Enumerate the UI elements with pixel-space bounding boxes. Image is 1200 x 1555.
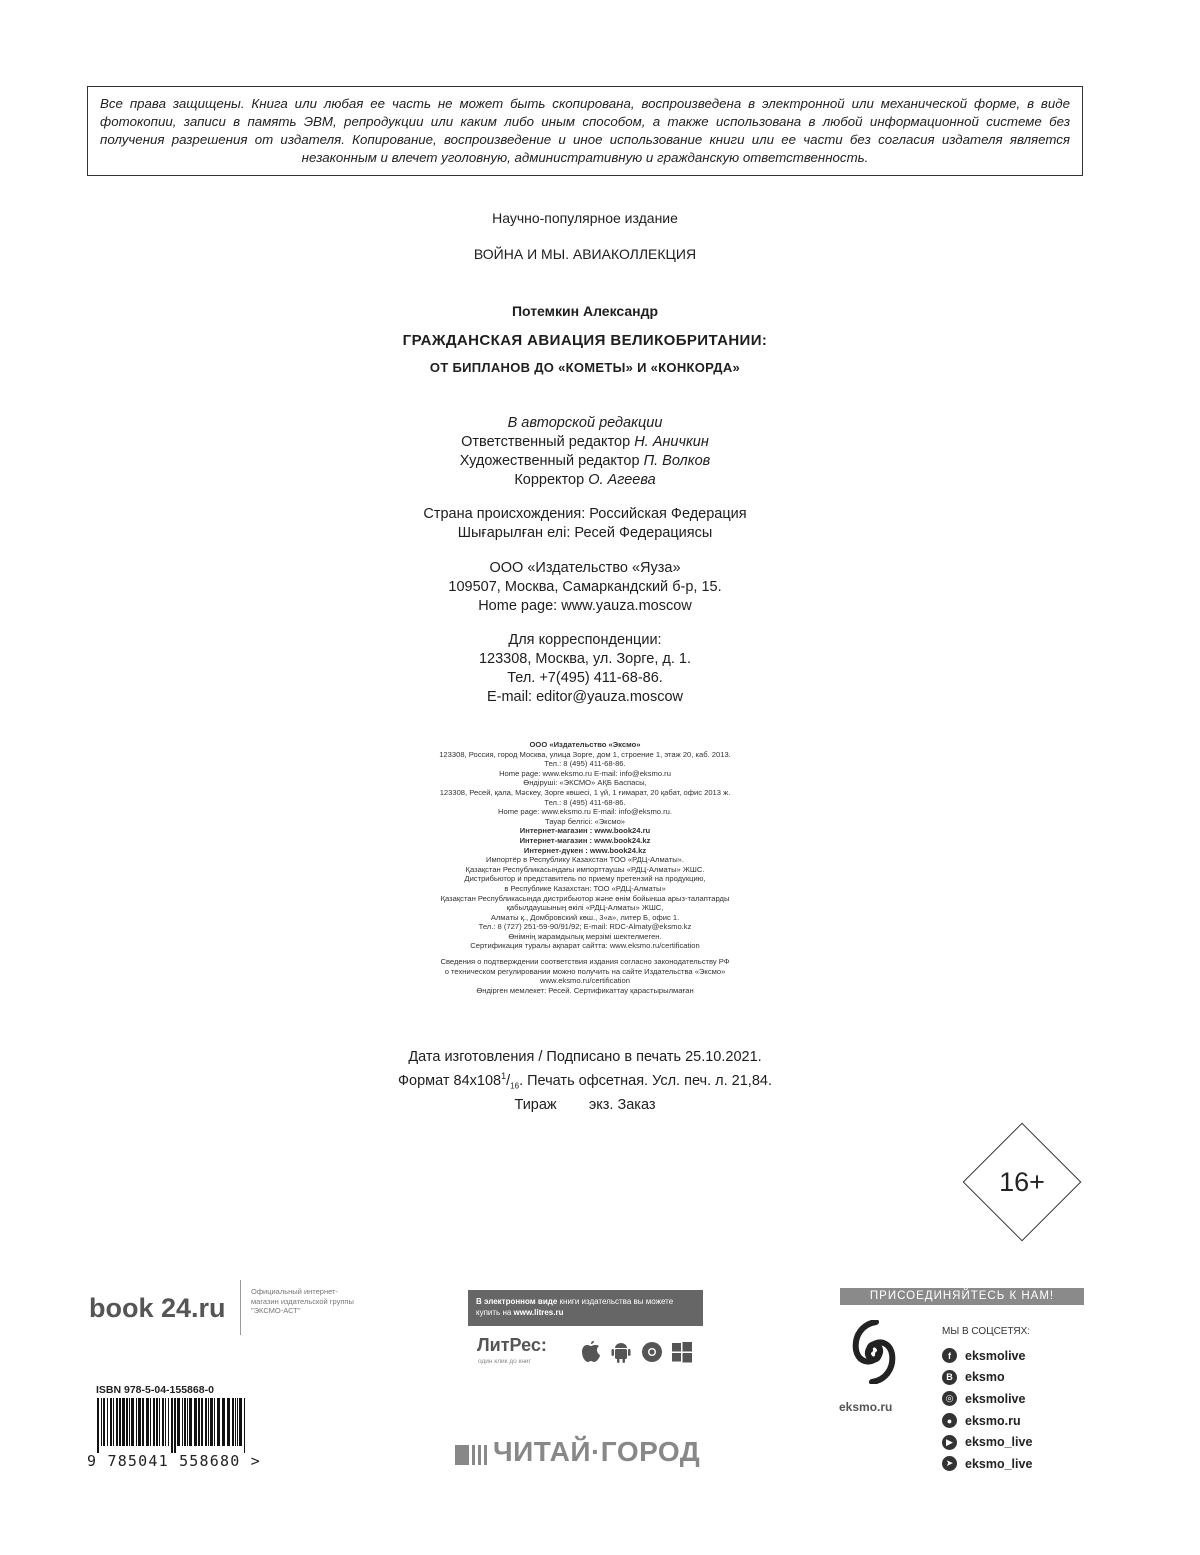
barcode-bar bbox=[177, 1398, 180, 1446]
apple-icon bbox=[580, 1340, 602, 1364]
barcode-bar bbox=[205, 1398, 207, 1446]
barcode-bar bbox=[227, 1398, 230, 1446]
barcode-bar bbox=[244, 1398, 245, 1453]
barcode-bar bbox=[237, 1398, 238, 1446]
chrome-icon bbox=[641, 1340, 663, 1364]
barcode-bar bbox=[159, 1398, 160, 1446]
barcode-bar bbox=[156, 1398, 158, 1446]
origin-kz: Шығарылған елі: Ресей Федерациясы bbox=[457, 525, 713, 541]
imprint-line: 123308, Ресей, қала, Мәскеу, Зорге көшесі, 1 үй, 1 ғимарат, 20 қабат, офис 2013 ж. bbox=[439, 787, 731, 797]
barcode-bar bbox=[146, 1398, 149, 1446]
imprint-line: ООО «Издательство «Эксмо» bbox=[529, 740, 641, 749]
imprint-line: 123308, Россия, город Москва, улица Зорге, дом 1, строение 1, этаж 20, каб. 2013. bbox=[439, 749, 731, 759]
chitai-gorod-mark-icon bbox=[455, 1443, 491, 1467]
imprint-line: www.eksmo.ru/certification bbox=[540, 976, 630, 986]
vk-icon: В bbox=[942, 1370, 957, 1385]
barcode-bar bbox=[138, 1398, 141, 1446]
barcode-bar bbox=[174, 1398, 176, 1453]
barcode-bar bbox=[235, 1398, 236, 1446]
social-list bbox=[942, 1345, 1032, 1475]
barcode-bar bbox=[171, 1398, 173, 1453]
art-editor: Художественный редактор П. Волков bbox=[459, 453, 711, 469]
barcode-bar bbox=[184, 1398, 186, 1446]
book24-divider bbox=[240, 1280, 241, 1335]
barcode-bar bbox=[187, 1398, 188, 1446]
eksmo-site-label: eksmo.ru bbox=[839, 1400, 893, 1414]
imprint-line: Home page: www.eksmo.ru E-mail: info@eksmo.ru. bbox=[498, 807, 672, 817]
imprint-line: Алматы қ., Домбровский көш., 3«а», литер Б, офис 1. bbox=[490, 912, 680, 922]
eksmo-imprint-block bbox=[0, 740, 1170, 995]
barcode-bar bbox=[113, 1398, 114, 1446]
book-title: ГРАЖДАНСКАЯ АВИАЦИЯ ВЕЛИКОБРИТАНИИ: bbox=[402, 332, 768, 349]
social-label: eksmo_live bbox=[965, 1456, 1033, 1471]
copyright-notice: Все права защищены. Книга или любая ее часть не может быть скопирована, воспроизведена в электронной или механической форме, в виде фотокопии, записи в память ЭВМ, репродукции или каким либо иным способом, а также использована в любой информационной системе без получения разрешения от издателя. Копирование, воспроизведение и иное использование книги или ее части без согласия издателя является незаконным и влечет уголовную, административную и гражданскую ответственность. bbox=[87, 86, 1083, 176]
publisher-name: ООО «Издательство «Яуза» bbox=[489, 560, 681, 576]
correspondence-block bbox=[0, 631, 1170, 707]
imprint-line: Қазақстан Республикасында дистрибьютор және өнім бойынша арыз-талаптарды bbox=[440, 893, 730, 903]
social-label: eksmo_live bbox=[965, 1435, 1033, 1450]
book-subtitle: ОТ БИПЛАНОВ ДО «КОМЕТЫ» И «КОНКОРДА» bbox=[429, 360, 741, 375]
print-run: Тираж экз. Заказ bbox=[514, 1096, 656, 1113]
publisher-homepage: Home page: www.yauza.moscow bbox=[478, 598, 692, 614]
barcode-bar bbox=[217, 1398, 220, 1446]
social-item[interactable] bbox=[942, 1431, 1032, 1453]
barcode-number: 9 785041 558680 > bbox=[87, 1452, 261, 1470]
barcode-bar bbox=[103, 1398, 105, 1446]
imprint-line: Интернет-дүкен : www.book24.kz bbox=[523, 845, 647, 855]
editors-block bbox=[0, 414, 1170, 490]
imprint-line: Өндірген мемлекет: Ресей. Сертификаттау қарастырылмаған bbox=[476, 985, 694, 995]
barcode-bar bbox=[150, 1398, 151, 1446]
barcode-bar bbox=[162, 1398, 164, 1446]
barcode-bar bbox=[97, 1398, 99, 1453]
barcode-bar bbox=[107, 1398, 108, 1446]
imprint-line: Сведения о подтверждении соответствия издания согласно законодательству РФ bbox=[440, 957, 730, 967]
barcode-bar bbox=[201, 1398, 203, 1446]
correspondence-email: E-mail: editor@yauza.moscow bbox=[486, 689, 684, 705]
imprint-line: Импортёр в Республику Казахстан ТОО «РДЦ-Алматы». bbox=[485, 855, 684, 865]
social-heading: МЫ В СОЦСЕТЯХ: bbox=[942, 1326, 1031, 1337]
publisher-block bbox=[0, 559, 1170, 616]
litres-banner: В электронном виде книги издательства вы можете купить на www.litres.ru bbox=[468, 1290, 703, 1326]
imprint-line: Тел.: 8 (495) 411-68-86. bbox=[544, 797, 626, 807]
age-rating: 16+ bbox=[999, 1166, 1045, 1197]
barcode-bar bbox=[129, 1398, 130, 1446]
print-date: Дата изготовления / Подписано в печать 25.10.2021. bbox=[408, 1049, 762, 1065]
litres-tagline: один клик до книг bbox=[478, 1358, 531, 1365]
imprint-line: қабылдаушының өкілі «РДЦ-Алматы» ЖШС, bbox=[506, 903, 664, 913]
responsible-editor: Ответственный редактор Н. Аничкин bbox=[461, 434, 709, 450]
social-item[interactable] bbox=[942, 1345, 1032, 1367]
book24-note: Официальный интернет-магазин издательской группы "ЭКСМО-АСТ" bbox=[251, 1287, 354, 1315]
ok-icon: ● bbox=[942, 1413, 957, 1428]
android-icon bbox=[610, 1340, 632, 1364]
social-item[interactable] bbox=[942, 1410, 1032, 1432]
correspondence-phone: Тел. +7(495) 411-68-86. bbox=[507, 670, 663, 686]
barcode-bar bbox=[210, 1398, 213, 1446]
facebook-icon: f bbox=[942, 1348, 957, 1363]
instagram-icon: ◎ bbox=[942, 1391, 957, 1406]
imprint-line: Өнімнің жарамдылық мерзімі шектелмеген. bbox=[508, 931, 662, 941]
barcode-bar bbox=[119, 1398, 121, 1446]
telegram-icon: ➤ bbox=[942, 1456, 957, 1471]
barcode-bar bbox=[165, 1398, 166, 1446]
barcode-bar bbox=[198, 1398, 200, 1446]
barcode-bar bbox=[153, 1398, 155, 1446]
barcode-image bbox=[97, 1398, 249, 1453]
imprint-line: Дистрибьютор и представитель по приему претензий на продукцию, bbox=[464, 874, 706, 884]
barcode-bar bbox=[122, 1398, 125, 1446]
imprint-line: Тауар белгісі: «Эксмо» bbox=[544, 816, 626, 826]
youtube-icon: ▶ bbox=[942, 1435, 957, 1450]
social-label: eksmolive bbox=[965, 1391, 1026, 1406]
barcode-bar bbox=[214, 1398, 215, 1446]
barcode-bar bbox=[136, 1398, 137, 1446]
social-label: eksmolive bbox=[965, 1348, 1026, 1363]
imprint-line: Тел.: 8 (495) 411-68-86. bbox=[544, 759, 626, 769]
imprint-line: Сертификация туралы ақпарат сайтта: www.eksmo.ru/certification bbox=[470, 941, 700, 951]
social-item[interactable] bbox=[942, 1367, 1032, 1389]
edition-type: Научно-популярное издание bbox=[492, 210, 678, 226]
imprint-line: Интернет-магазин : www.book24.ru bbox=[519, 826, 651, 836]
print-info bbox=[0, 1048, 1170, 1115]
barcode-bar bbox=[182, 1398, 183, 1446]
eksmo-logo-icon bbox=[848, 1320, 900, 1384]
barcode-bar bbox=[208, 1398, 209, 1446]
publisher-address: 109507, Москва, Самаркандский б-р, 15. bbox=[448, 579, 722, 595]
series-name: ВОЙНА И МЫ. АВИАКОЛЛЕКЦИЯ bbox=[473, 246, 697, 262]
author-name: Потемкин Александр bbox=[511, 303, 659, 319]
origin-block bbox=[0, 505, 1170, 543]
correspondence-label: Для корреспонденции: bbox=[508, 632, 662, 648]
imprint-line: Тел.: 8 (727) 251-59-90/91/92; E-mail: RDC-Almaty@eksmo.kz bbox=[478, 922, 692, 932]
litres-logo: ЛитРес: bbox=[477, 1335, 547, 1355]
editorial-note: В авторской редакции bbox=[507, 415, 663, 431]
join-us-banner: ПРИСОЕДИНЯЙТЕСЬ К НАМ! bbox=[840, 1288, 1084, 1305]
imprint-line: о техническом регулировании можно получить на сайте Издательства «Эксмо» bbox=[444, 966, 726, 976]
corrector: Корректор О. Агеева bbox=[514, 472, 656, 488]
social-label: eksmo.ru bbox=[965, 1413, 1021, 1428]
isbn: ISBN 978-5-04-155868-0 bbox=[96, 1384, 214, 1396]
barcode-bar bbox=[239, 1398, 242, 1446]
windows-icon bbox=[671, 1340, 693, 1364]
correspondence-address: 123308, Москва, ул. Зорге, д. 1. bbox=[478, 651, 692, 667]
barcode-bar bbox=[101, 1398, 102, 1446]
barcode-bar bbox=[142, 1398, 144, 1446]
barcode-bar bbox=[110, 1398, 112, 1446]
social-label: eksmo bbox=[965, 1370, 1005, 1385]
barcode-bar bbox=[126, 1398, 128, 1446]
social-item[interactable] bbox=[942, 1453, 1032, 1475]
barcode-bar bbox=[222, 1398, 225, 1446]
imprint-line: в Республике Казахстан: ТОО «РДЦ-Алматы» bbox=[504, 883, 666, 893]
origin-ru: Страна происхождения: Российская Федерация bbox=[423, 506, 747, 522]
imprint-line: Home page: www.eksmo.ru E-mail: info@eksmo.ru bbox=[499, 768, 671, 778]
barcode-bar bbox=[131, 1398, 134, 1446]
barcode-bar bbox=[194, 1398, 197, 1446]
barcode-bar bbox=[189, 1398, 192, 1446]
chitai-gorod-logo: ЧИТАЙ·ГОРОД bbox=[493, 1436, 701, 1467]
imprint-line: Қазақстан Республикасындағы импорттаушы «РДЦ-Алматы» ЖШС. bbox=[465, 864, 705, 874]
imprint-line: Өндіруші: «ЭКСМО» АҚБ Баспасы, bbox=[523, 778, 647, 788]
book24-logo: book 24.ru bbox=[89, 1293, 226, 1323]
barcode-bar bbox=[232, 1398, 234, 1446]
barcode-bar bbox=[116, 1398, 118, 1446]
print-format: Формат $84x108^1/_{16}$. Печать офсетная. Усл. печ. л. 21,84. bbox=[398, 1071, 772, 1091]
barcode-bar bbox=[168, 1398, 169, 1446]
social-item[interactable] bbox=[942, 1388, 1032, 1410]
imprint-line: Интернет-магазин : www.book24.kz bbox=[519, 835, 651, 845]
